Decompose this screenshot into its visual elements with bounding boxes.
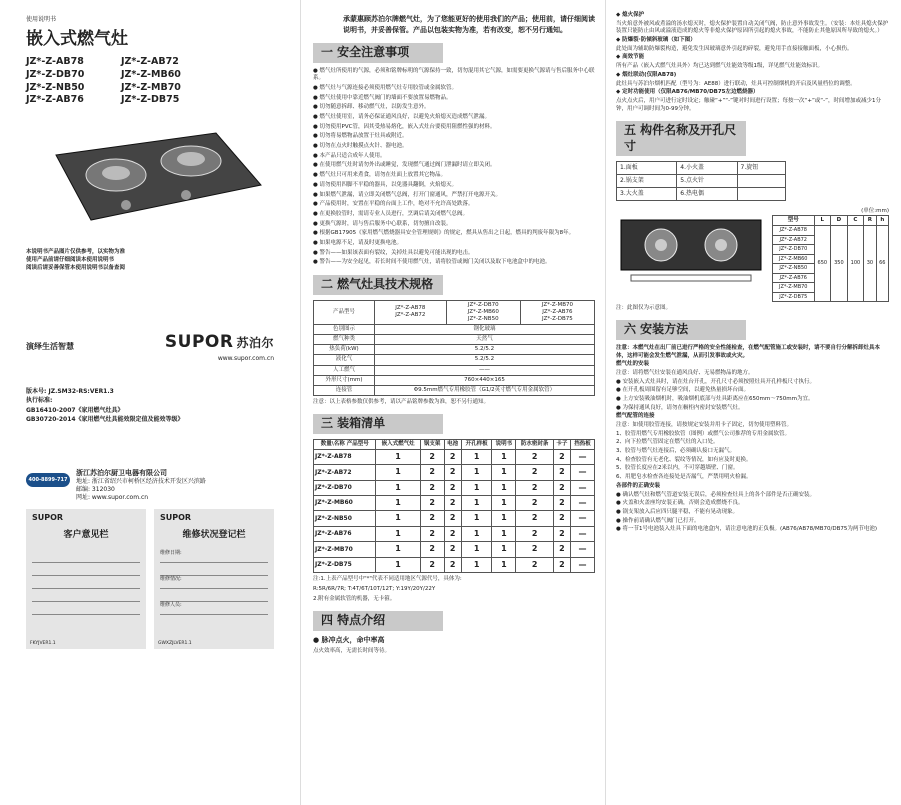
- part-cell: 4.小火盖: [677, 162, 737, 175]
- section-packing: 三 装箱清单: [313, 414, 443, 434]
- install-item: 各部件的正确安装: [616, 482, 661, 489]
- packing-cell: JZ*-Z-DB75: [314, 557, 376, 572]
- spec-model: JZ*-Z-DB75: [542, 315, 573, 322]
- parts-body: [617, 162, 786, 200]
- table-row: [617, 175, 786, 188]
- repair-line[interactable]: 维修人员:: [160, 602, 268, 615]
- spec-value: 钢化玻璃: [374, 325, 594, 335]
- feature-item: 所有产品（嵌入式燃气灶具外）均已达到燃气灶能效等级1级，详见燃气灶能效标识。: [616, 63, 824, 70]
- install-item: ● 操作前请确认燃气阀门已打开。: [616, 517, 700, 524]
- safety-item: ● 燃气灶只可用来煮食，请勿在灶面上放置其它物品。: [313, 172, 447, 179]
- safety-item: ● 根据GB17905《家用燃气燃烧器具安全管理规则》的规定，燃具从售出之日起，燃具的判废年限为8年。: [313, 230, 575, 237]
- packing-cell: 2: [516, 526, 553, 541]
- spec-label: 热负荷(kW): [314, 345, 375, 355]
- install-item: ● 安装嵌入式灶具时，请在灶台开孔，开孔尺寸必须按照灶具开孔样板尺寸执行。: [616, 378, 816, 385]
- packing-cell: 1: [492, 496, 516, 511]
- packing-cell: 2: [516, 465, 553, 480]
- install-item: 注意：本燃气灶在出厂前已进行严格的安全性能检查，在燃气配管施工或安装时，请不要自行分解拆卸灶具本体，这样可能会发生燃气泄漏，从而引发事故或火灾。: [616, 344, 881, 359]
- safety-item: ● 如果燃气泄漏，请立即关闭燃气总阀，打开门窗通风，严禁打开电源开关。: [313, 191, 502, 198]
- packing-cell: JZ*-Z-MB60: [314, 496, 376, 511]
- part-cell: 3.大火盖: [617, 188, 677, 201]
- packing-cell: 1: [376, 496, 420, 511]
- spec-value: 5.2/5.2: [374, 355, 594, 365]
- packing-cell: 2: [516, 496, 553, 511]
- dims-header-cell: 型号: [773, 215, 815, 225]
- company-info: [26, 469, 274, 501]
- cover-column: [0, 0, 300, 805]
- safety-item: ● 切勿使用PVC管，因其受热易熔化，嵌入式灶台要使用阻燃性强的材料。: [313, 123, 496, 130]
- spec-model: JZ*-Z-AB76: [542, 308, 573, 315]
- install-item: ● 火盖和火盖座均安装正确，否则会造成燃烧不良。: [616, 500, 744, 507]
- safety-item: ● 切勿在点火时触摸点火针、器电池。: [313, 143, 408, 150]
- hotline-badge: 400-8899-717: [26, 473, 70, 487]
- packing-cell: 2: [444, 480, 461, 495]
- table-row: [314, 511, 595, 526]
- dims-model: JZ*-Z-DB70: [773, 245, 815, 255]
- packing-cell: JZ*-Z-AB72: [314, 465, 376, 480]
- packing-cell: —: [571, 526, 595, 541]
- stove-illustration: [36, 125, 266, 235]
- feedback-line[interactable]: [32, 550, 140, 563]
- table-row: [314, 557, 595, 572]
- packing-cell: 1: [492, 526, 516, 541]
- spec-model: JZ*-Z-MB70: [541, 301, 574, 308]
- packing-cell: —: [571, 496, 595, 511]
- packing-cell: 1: [492, 557, 516, 572]
- part-cell: 2.锅支架: [617, 175, 677, 188]
- safety-item: ● 本产品只适合成年人使用。: [313, 152, 386, 159]
- packing-cell: 1: [492, 542, 516, 557]
- packing-header-cell: 说明书: [492, 439, 516, 449]
- feedback-form: [26, 509, 146, 649]
- spec-row: [314, 375, 595, 385]
- install-item: 4、检查胶管有无老化、裂纹等情况，如有应及时更换。: [616, 456, 752, 463]
- packing-cell: 1: [461, 526, 492, 541]
- packing-cell: —: [571, 449, 595, 464]
- dims-model: JZ*-Z-DB75: [773, 292, 815, 302]
- dims-model: JZ*-Z-AB76: [773, 273, 815, 283]
- parts-fig-note: 注：此图仅为示意图。: [616, 305, 672, 312]
- form-code: GWXZJLVER1.1: [158, 640, 192, 646]
- brand-cn: 苏泊尔: [236, 335, 274, 350]
- packing-cell: 1: [376, 511, 420, 526]
- packing-cell: 2: [516, 480, 553, 495]
- packing-header-cell: 卡子: [553, 439, 570, 449]
- packing-cell: 2: [516, 449, 553, 464]
- feature-item: ◆ 烟灶联动(仅限AB78): [616, 71, 677, 78]
- safety-item: ● 警告——为安全起见，若长时间不使用燃气灶，请将胶管或阀门关闭以及取下电池盒中的电池。: [313, 259, 551, 266]
- feature-item: ◆ 熄火保护: [616, 12, 645, 18]
- packing-header-cell: 防水密封条: [516, 439, 553, 449]
- packing-cell: 2: [516, 542, 553, 557]
- dims-model: JZ*-Z-AB78: [773, 226, 815, 236]
- packing-cell: 2: [444, 449, 461, 464]
- feature-1: ● 脉冲点火，命中率高: [313, 636, 385, 645]
- packing-cell: 2: [516, 511, 553, 526]
- table-row: [314, 542, 595, 557]
- company-address: 地址: 浙江省绍兴市柯桥区经济技术开发区兴滨路: [76, 478, 206, 486]
- install-item: 3、胶管与燃气灶连接后，必须确认接口无漏气。: [616, 448, 736, 455]
- install-item: ● 为保持通风良好，请勿在橱柜内密封安装燃气灶。: [616, 404, 744, 411]
- safety-list: [313, 68, 595, 267]
- dims-model: JZ*-Z-MB70: [773, 283, 815, 293]
- dims-value: 66: [876, 226, 888, 302]
- model-left-0: JZ*-Z-AB78: [26, 55, 84, 67]
- packing-cell: 1: [376, 465, 420, 480]
- table-row: [314, 465, 595, 480]
- product-title: 嵌入式燃气灶: [26, 28, 128, 49]
- packing-cell: 1: [376, 526, 420, 541]
- spec-label: 人工燃气: [314, 365, 375, 375]
- install-item: ● 上方安装吸油烟机时，吸油烟机底部与灶具距离应在650mm～750mm为宜。: [616, 395, 814, 402]
- packing-cell: 2: [444, 496, 461, 511]
- safety-item: ● 警告——如果该表面有裂纹，关掉灶具以避免可能出现的电击。: [313, 249, 474, 256]
- dims-model: JZ*-Z-AB72: [773, 235, 815, 245]
- packing-cell: 2: [553, 496, 570, 511]
- table-row: [773, 226, 889, 236]
- model-right-1: JZ*-Z-MB60: [121, 68, 181, 80]
- company-postcode: 邮编: 312030: [76, 485, 115, 493]
- packing-cell: 2: [553, 557, 570, 572]
- model-left-1: JZ*-Z-DB70: [26, 68, 85, 80]
- right-column: [605, 0, 901, 805]
- dims-table: [772, 215, 889, 302]
- packing-cell: 2: [444, 557, 461, 572]
- spec-model: JZ*-Z-AB72: [395, 312, 426, 319]
- packing-cell: 2: [444, 542, 461, 557]
- packing-cell: 1: [492, 465, 516, 480]
- packing-cell: 2: [420, 465, 444, 480]
- packing-cell: 1: [376, 542, 420, 557]
- safety-item: ● 在更换胶管时，需请专业人员进行，烹调后请关闭燃气总阀。: [313, 210, 469, 217]
- company-web: 网址: www.supor.com.cn: [76, 493, 149, 501]
- form-code: FKYJVER1.1: [30, 640, 56, 646]
- spec-value: ——: [374, 365, 594, 375]
- packing-cell: 2: [553, 449, 570, 464]
- packing-cell: 2: [420, 449, 444, 464]
- feature-1-desc: 点火效率高，无需长时间等待。: [313, 648, 391, 655]
- packing-cell: —: [571, 542, 595, 557]
- packing-cell: 1: [461, 557, 492, 572]
- packing-cell: 1: [492, 511, 516, 526]
- spec-label: 外形尺寸(mm): [314, 375, 375, 385]
- cover-note-2: 使用产品前请仔细阅读本使用说明书: [26, 257, 115, 264]
- feedback-title: 客户意见栏: [63, 529, 109, 540]
- spec-rows: [314, 325, 595, 396]
- install-item: ● 在开孔板周围留有足够空间，以避免热量损坏台面。: [616, 387, 750, 394]
- packing-cell: 2: [420, 526, 444, 541]
- dims-value: 30: [864, 226, 876, 302]
- packing-cell: 2: [444, 465, 461, 480]
- model-right-0: JZ*-Z-AB72: [121, 55, 179, 67]
- packing-cell: 2: [420, 557, 444, 572]
- packing-cell: 2: [553, 480, 570, 495]
- right-feature-list: [616, 12, 889, 113]
- spec-label: 燃气种类: [314, 335, 375, 345]
- spec-row: [314, 355, 595, 365]
- safety-item: ● 燃气灶使用室，请务必保证通风良好，以避免火焰熄灭造成燃气泄漏。: [313, 114, 491, 121]
- packing-header-cell: 电池: [444, 439, 461, 449]
- section-parts: 五 构件名称及开孔尺寸: [616, 121, 746, 156]
- standard-2: GB30720-2014《家用燃气灶具能效限定值及能效等级》: [26, 416, 184, 424]
- packing-cell: 1: [492, 449, 516, 464]
- packing-cell: 1: [461, 496, 492, 511]
- packing-cell: 1: [461, 449, 492, 464]
- section-install: 六 安装方法: [616, 320, 746, 340]
- packing-cell: 2: [420, 511, 444, 526]
- table-row: [314, 496, 595, 511]
- packing-cell: —: [571, 511, 595, 526]
- packing-header-cell: 开孔样板: [461, 439, 492, 449]
- feedback-line[interactable]: [32, 563, 140, 576]
- dims-header-cell: R: [864, 215, 876, 225]
- brand-row: [26, 331, 274, 353]
- dims-header-cell: L: [814, 215, 831, 225]
- spec-model: JZ*-Z-NB50: [467, 315, 499, 322]
- part-cell: 6.热电偶: [677, 188, 737, 201]
- dims-header-cell: C: [847, 215, 864, 225]
- middle-column: [300, 0, 605, 805]
- packing-cell: 2: [420, 496, 444, 511]
- safety-item: ● 燃气灶与气源连接必须使用燃气灶专用胶管或金属软管。: [313, 84, 458, 91]
- part-cell: [737, 188, 786, 201]
- packing-cell: 2: [444, 511, 461, 526]
- packing-cell: —: [571, 465, 595, 480]
- intro-text: 承蒙惠顾苏泊尔牌燃气灶，为了您能更好的使用我们的产品；使用前，请仔细阅读说明书，并妥善保管。产品以包装实物为准，若有改变，恕不另行通知。: [343, 15, 595, 34]
- section-safety: 一 安全注意事项: [313, 43, 443, 63]
- packing-cell: JZ*-Z-DB70: [314, 480, 376, 495]
- version: 版本号: JZ.SM32-RS:VER1.3: [26, 387, 114, 395]
- company-name: 浙江苏泊尔厨卫电器有限公司: [76, 468, 167, 477]
- model-right-2: JZ*-Z-MB70: [121, 81, 181, 93]
- feature-item: ◆ 高效节能: [616, 54, 645, 61]
- part-cell: 1.面板: [617, 162, 677, 175]
- install-item: 1、胶管用燃气专用橡胶软管（图例）或燃气公司推荐的专用金属软管。: [616, 430, 791, 437]
- spec-value: 760×440×165: [374, 375, 594, 385]
- packing-cell: 2: [553, 465, 570, 480]
- packing-cell: 2: [553, 511, 570, 526]
- repair-line[interactable]: 维修情况:: [160, 576, 268, 589]
- parts-diagram-row: [616, 205, 889, 302]
- spec-model-group-1: [446, 300, 520, 324]
- repair-line[interactable]: [160, 589, 268, 602]
- feature-item: 此处面为辅助防爆裂构造，避免发生因玻璃意外引起的碎裂，避免用手直接接触面板，小心损伤。: [616, 45, 853, 52]
- packing-table: [313, 439, 595, 573]
- dims-model: JZ*-Z-MB60: [773, 254, 815, 264]
- install-item: 注意：请将燃气灶安装在通风良好、无易燃物品的地方。: [616, 369, 754, 376]
- packing-header-cell: 数量\名称 产品型号: [314, 439, 376, 449]
- packing-cell: 2: [444, 526, 461, 541]
- spec-label: 色别图示: [314, 325, 375, 335]
- brand-logo: [165, 331, 274, 353]
- packing-header-cell: 嵌入式燃气灶: [376, 439, 420, 449]
- install-item: ● 锅支架放入后应四只腿平稳，不能有晃动现象。: [616, 508, 739, 515]
- part-cell: [737, 175, 786, 188]
- install-item: 燃气配管的连接: [616, 413, 655, 420]
- packing-cell: 1: [461, 465, 492, 480]
- safety-item: ● 在使用燃气灶时请勿外出或睡觉，发现燃气通过阀门泄漏时请立即关闭。: [313, 162, 496, 169]
- packing-cell: JZ*-Z-MB70: [314, 542, 376, 557]
- part-cell: 7.旋钮: [737, 162, 786, 175]
- dims-value: 650: [814, 226, 831, 302]
- feedback-line[interactable]: [32, 602, 140, 615]
- spec-label: 液化气: [314, 355, 375, 365]
- repair-line[interactable]: 维修日期:: [160, 550, 268, 563]
- spec-model-group-0: [374, 300, 446, 324]
- parts-table: [616, 161, 786, 200]
- packing-cell: 2: [420, 480, 444, 495]
- spec-model: JZ*-Z-AB78: [395, 305, 426, 312]
- spec-note: 注意：以上表格参数仅供参考，请以产品铭牌参数为准，恕不另行通知。: [313, 399, 490, 406]
- website: www.supor.com.cn: [217, 354, 274, 362]
- cover-note-1: 本说明书产品图片仅供参考，以实物为准: [26, 248, 126, 255]
- repair-title: 维修状况登记栏: [182, 529, 246, 540]
- spec-value: 天然气: [374, 335, 594, 345]
- packing-cell: 2: [553, 526, 570, 541]
- brand-en: SUPOR: [164, 331, 234, 352]
- packing-cell: 2: [553, 542, 570, 557]
- packing-cell: 1: [461, 480, 492, 495]
- feature-item: 此灶具与苏泊尔烟机匹配（型号为：AE88）进行联动，灶具可控制烟机的开启及风量档位的调整。: [616, 80, 856, 87]
- model-list: [26, 56, 216, 107]
- feedback-line[interactable]: [32, 589, 140, 602]
- spec-product-label: 产品型号: [314, 300, 375, 324]
- model-left-3: JZ*-Z-AB76: [26, 94, 84, 106]
- repair-form: [154, 509, 274, 649]
- spec-label: 连接管: [314, 385, 375, 395]
- feedback-line[interactable]: [32, 576, 140, 589]
- packing-cell: —: [571, 557, 595, 572]
- packing-header: [314, 439, 595, 449]
- safety-item: ● 更换气源时，请与售后服务中心联系，切勿擅自改装。: [313, 220, 452, 227]
- dims-model: JZ*-Z-NB50: [773, 264, 815, 274]
- forms-row: [26, 509, 274, 649]
- packing-cell: 1: [492, 480, 516, 495]
- safety-item: ● 产品使用时，安置在平稳的台面上工作，绝对不允许高处跌落。: [313, 201, 474, 208]
- spec-model: JZ*-Z-DB70: [467, 301, 499, 308]
- safety-item: ● 切勿将易燃物品放置于灶具或附近。: [313, 133, 408, 140]
- spec-row: [314, 345, 595, 355]
- packing-note-2: R:5R/6R/7R; T:4T/6T/10T/12T; Y:19Y/20Y/22Y: [313, 586, 436, 593]
- dims-unit: (单位:mm): [861, 207, 889, 214]
- cutout-diagram: [616, 205, 766, 285]
- dims-value: 100: [847, 226, 864, 302]
- spec-model-group-2: [520, 300, 594, 324]
- install-item: 6、用肥皂水检查各连接处是否漏气，严禁用明火检漏。: [616, 474, 752, 481]
- table-row: [314, 480, 595, 495]
- install-item: ● 确认燃气灶和燃气管道安装无误后，必须检查灶具上的各个部件是否正确安装。: [616, 491, 816, 498]
- packing-body: [314, 449, 595, 572]
- spec-table: [313, 300, 595, 396]
- repair-line[interactable]: [160, 563, 268, 576]
- feature-item: 当火焰意外被风或煮溢的汤水熄灭时，熄火保护装置自动关闭气阀，防止意外事故发生。（安装：本灶具熄火保护装置只能防止由风或溢液造成的熄火等非熄火保护原因所引起的熄火事故，不能防止其他原因所导致的熄火。）: [616, 20, 889, 35]
- spec-row: [314, 325, 595, 335]
- packing-note-3: 2.附有金属软管的机器，无卡箍。: [313, 596, 396, 603]
- cover-notes: [26, 248, 274, 273]
- dims-body: [773, 226, 889, 302]
- packing-cell: JZ*-Z-NB50: [314, 511, 376, 526]
- section-specs: 二 燃气灶具技术规格: [313, 275, 443, 295]
- install-list: [616, 345, 889, 534]
- spec-row: [314, 385, 595, 395]
- packing-cell: 1: [461, 542, 492, 557]
- standard-1: GB16410-2007《家用燃气灶具》: [26, 406, 124, 414]
- form-brand: SUPOR: [32, 513, 64, 523]
- version-info: [26, 387, 274, 425]
- feature-item: ◆ 定时功能使用（仅限AB76/MB70/DB75左边燃烧器）: [616, 89, 759, 96]
- cover-note-3: 阅读后请妥善保管本使用说明书以备查阅: [26, 265, 126, 272]
- packing-header-cell: 锅支架: [420, 439, 444, 449]
- install-item: ● 将一节1号电池装入灶具下面的电池盒内，请注意电池的正负极。(AB76/AB78/MB70/DB75为两节电池): [616, 526, 877, 533]
- section-features: 四 特点介绍: [313, 611, 443, 631]
- packing-cell: 1: [376, 449, 420, 464]
- manual-label: 使用说明书: [26, 16, 57, 23]
- packing-cell: 1: [376, 480, 420, 495]
- spec-row: [314, 335, 595, 345]
- spec-model: JZ*-Z-MB60: [467, 308, 499, 315]
- packing-cell: —: [571, 480, 595, 495]
- packing-cell: 1: [376, 557, 420, 572]
- table-row: [617, 188, 786, 201]
- dims-header-cell: h: [876, 215, 888, 225]
- part-cell: 5.点火针: [677, 175, 737, 188]
- packing-note-1: 注:1.上表产品型号中"*"代表不同适用地区气源代号，具体为:: [313, 576, 462, 583]
- install-item: 注意：如使用胶管连接，请按规定安装并用卡子固定，切勿使用塑料管。: [616, 422, 793, 429]
- feature-item: 点火点火后，用户可进行定时设定；触碰“+”“-”键对时间进行设置；每按一次“+”或“-”，时间增加或减少1分钟，用户可调时间为0-99分钟。: [616, 97, 881, 112]
- safety-item: ● 请勿使用四脚不平稳的器具，以免器具翻倒，火焰熄灭。: [313, 181, 458, 188]
- packing-header-cell: 挡热板: [571, 439, 595, 449]
- spec-row: [314, 365, 595, 375]
- slogan: 演绎生活智慧: [26, 342, 74, 352]
- table-row: [314, 526, 595, 541]
- dims-value: 350: [831, 226, 848, 302]
- feature-item: ◆ 防爆裂·防倾斜玻璃（如下图）: [616, 37, 696, 44]
- install-item: 2、向下拉燃气管固定在燃气灶的入口处。: [616, 439, 719, 446]
- install-item: 燃气灶的安装: [616, 361, 650, 368]
- install-item: 5、胶管长度应在2米以内，不可穿越墙壁、门窗。: [616, 465, 739, 472]
- packing-cell: JZ*-Z-AB76: [314, 526, 376, 541]
- table-row: [617, 162, 786, 175]
- packing-cell: JZ*-Z-AB78: [314, 449, 376, 464]
- dims-header-cell: D: [831, 215, 848, 225]
- packing-cell: 2: [420, 542, 444, 557]
- model-left-2: JZ*-Z-NB50: [26, 81, 85, 93]
- safety-item: ● 燃气灶所使用的气源，必须和铭牌标明的气源保持一致，切勿混用其它气源，如需要更换气源请与售后服务中心联系。: [313, 67, 595, 82]
- safety-item: ● 切勿随意拆卸、移动燃气灶，以防发生意外。: [313, 104, 430, 111]
- packing-cell: 2: [516, 557, 553, 572]
- safety-item: ● 燃气灶使用中靠近燃气阀门的墙面不要放置易燃物品。: [313, 94, 452, 101]
- standards-label: 执行标准:: [26, 397, 53, 405]
- packing-cell: 1: [461, 511, 492, 526]
- safety-item: ● 如果电源不足，请及时更换电池。: [313, 239, 403, 246]
- spec-value: Φ9.5mm燃气专用橡胶管（G1/2英寸燃气专用金属软管）: [374, 385, 594, 395]
- form-brand: SUPOR: [160, 513, 192, 523]
- model-right-3: JZ*-Z-DB75: [121, 94, 180, 106]
- dims-header: [773, 215, 889, 225]
- table-row: [314, 449, 595, 464]
- spec-value: 5.2/5.2: [374, 345, 594, 355]
